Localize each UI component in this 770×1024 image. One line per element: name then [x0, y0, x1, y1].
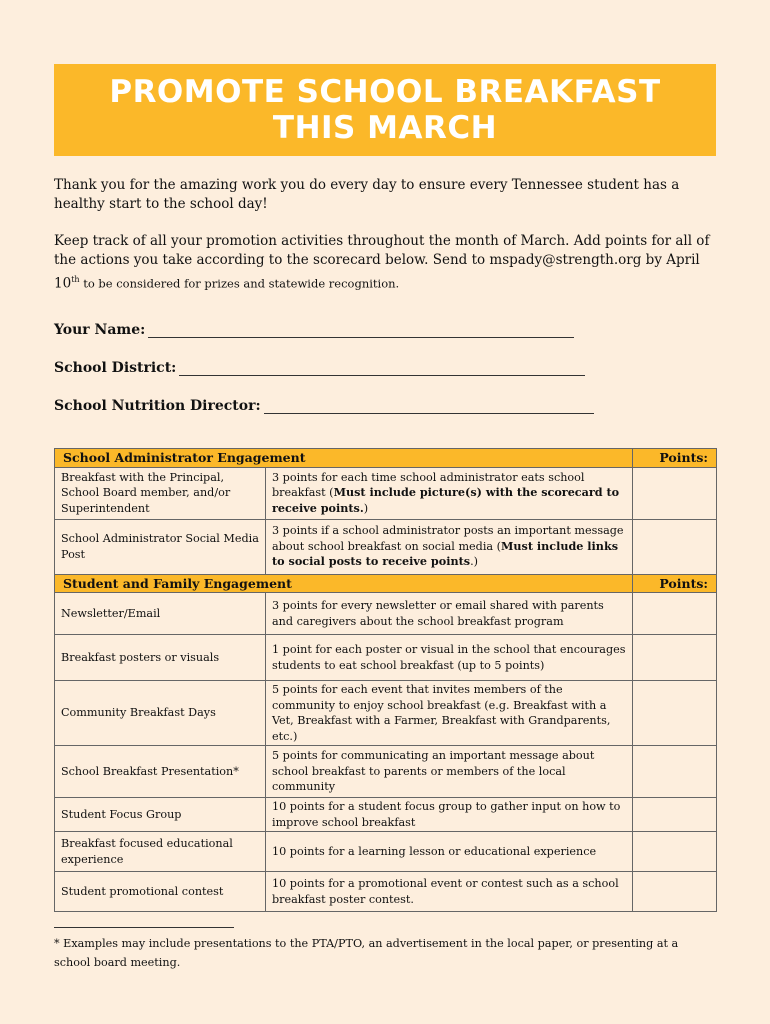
- section-title-student: Student and Family Engagement: [55, 574, 633, 593]
- activity-cell: School Administrator Social Media Post: [55, 519, 266, 574]
- director-field[interactable]: [54, 398, 594, 414]
- section-header-student: [55, 574, 717, 593]
- description-cell: 5 points for each event that invites members of the community to enjoy school breakfast (e.g. Breakfast with a Vet, Breakfast with a Farmer, Breakfast with Grandparents, etc.): [266, 681, 633, 746]
- description-cell: 3 points for every newsletter or email shared with parents and caregivers about the school breakfast program: [266, 593, 633, 635]
- footnote: * Examples may include presentations to the PTA/PTO, an advertisement in the local paper, or presenting at a school board meeting.: [54, 937, 679, 969]
- description-cell: 3 points if a school administrator posts an important message about school breakfast on social media (Must include links to social posts to receive points.): [266, 519, 633, 574]
- district-field[interactable]: [54, 360, 585, 376]
- table-row: [55, 832, 717, 872]
- director-label: School Nutrition Director:: [54, 398, 261, 414]
- table-row: [55, 635, 717, 681]
- description-cell: 10 points for a promotional event or contest such as a school breakfast poster contest.: [266, 872, 633, 912]
- description-cell: 1 point for each poster or visual in the school that encourages students to eat school breakfast (up to 5 points): [266, 635, 633, 681]
- table-row: [55, 872, 717, 912]
- activity-cell: Breakfast posters or visuals: [55, 635, 266, 681]
- points-cell[interactable]: [633, 467, 717, 519]
- description-cell: 5 points for communicating an important message about school breakfast to parents or members of the local community: [266, 746, 633, 798]
- section-header-admin: [55, 449, 717, 468]
- points-header-admin: Points:: [633, 449, 717, 468]
- points-header-student: Points:: [633, 574, 717, 593]
- activity-cell: School Breakfast Presentation*: [55, 746, 266, 798]
- page-banner: [54, 64, 716, 156]
- scorecard-table: [54, 448, 717, 912]
- activity-cell: Newsletter/Email: [55, 593, 266, 635]
- intro-p2-end: to be considered for prizes and statewide recognition.: [79, 276, 400, 291]
- points-cell[interactable]: [633, 681, 717, 746]
- activity-cell: Student Focus Group: [55, 798, 266, 832]
- table-row: [55, 519, 717, 574]
- name-field[interactable]: [54, 322, 574, 338]
- points-cell[interactable]: [633, 635, 717, 681]
- banner-title-line1: PROMOTE SCHOOL BREAKFAST: [109, 74, 661, 110]
- description-cell: 10 points for a student focus group to gather input on how to improve school breakfast: [266, 798, 633, 832]
- points-cell[interactable]: [633, 872, 717, 912]
- table-row: [55, 467, 717, 519]
- description-cell: 10 points for a learning lesson or educational experience: [266, 832, 633, 872]
- director-line[interactable]: [264, 399, 594, 414]
- name-line[interactable]: [148, 323, 574, 338]
- intro-paragraph-2: [54, 232, 714, 294]
- intro-p2-text: Keep track of all your promotion activities throughout the month of March. Add points for all of the actions you take according to the scorecard below. Send to mspady@strength.org by April 10: [54, 233, 710, 292]
- banner-title-line2: THIS MARCH: [272, 110, 498, 146]
- intro-paragraph-1: Thank you for the amazing work you do every day to ensure every Tennessee student has a healthy start to the school day!: [54, 177, 680, 212]
- points-cell[interactable]: [633, 746, 717, 798]
- intro-p2-sup: th: [71, 275, 80, 284]
- table-row: [55, 746, 717, 798]
- points-cell[interactable]: [633, 593, 717, 635]
- name-label: Your Name:: [54, 322, 146, 338]
- footnote-divider: [54, 927, 234, 928]
- points-cell[interactable]: [633, 832, 717, 872]
- activity-cell: Community Breakfast Days: [55, 681, 266, 746]
- district-line[interactable]: [179, 361, 585, 376]
- section-title-admin: School Administrator Engagement: [55, 449, 633, 468]
- points-cell[interactable]: [633, 798, 717, 832]
- points-cell[interactable]: [633, 519, 717, 574]
- description-cell: 3 points for each time school administrator eats school breakfast (Must include picture(s) with the scorecard to receive points.): [266, 467, 633, 519]
- activity-cell: Breakfast focused educational experience: [55, 832, 266, 872]
- activity-cell: Student promotional contest: [55, 872, 266, 912]
- activity-cell: Breakfast with the Principal, School Board member, and/or Superintendent: [55, 467, 266, 519]
- table-row: [55, 798, 717, 832]
- table-row: [55, 681, 717, 746]
- table-row: [55, 593, 717, 635]
- district-label: School District:: [54, 360, 177, 376]
